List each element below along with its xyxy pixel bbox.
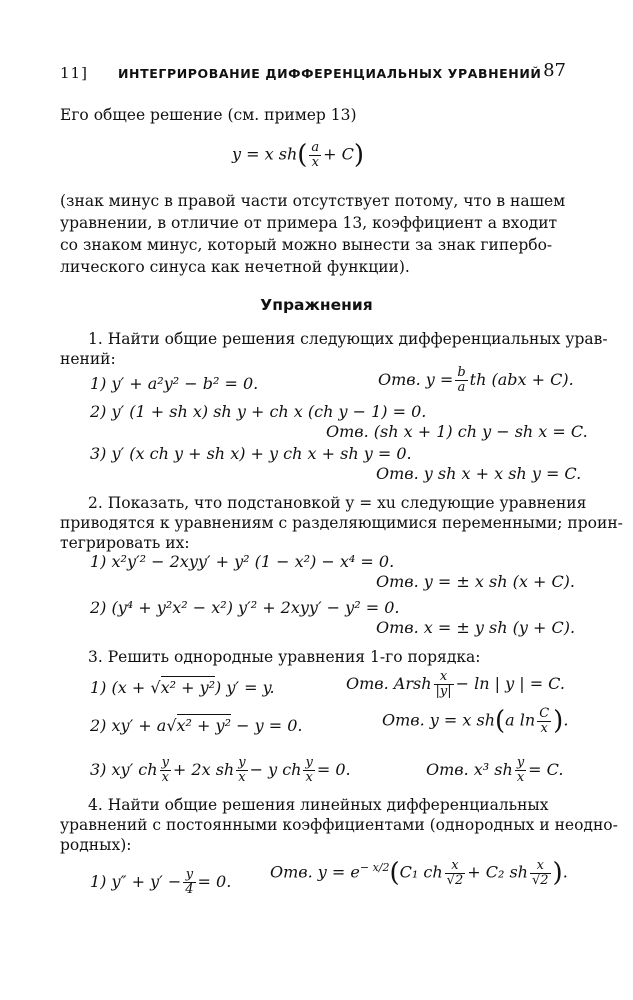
ex1-eq-1: 1) y′ + a²y² − b² = 0. xyxy=(90,374,259,393)
general-solution-formula: y = x sh( $\frac{a}{x}$ + C) xyxy=(232,139,365,170)
ex2-text-3: тегрировать их: xyxy=(60,534,190,552)
ex3-eq-3: 3) xy′ ch $\frac{y}{x}$ + 2x sh $\frac{y}{x}$ − y ch $\frac{y}{x}$ = 0. xyxy=(90,755,351,785)
note-line-3: со знаком минус, который можно вынести за знак гипербо- xyxy=(60,236,553,254)
ex3-ans-3: Отв. x³ sh $\frac{y}{x}$ = C. xyxy=(426,755,564,785)
ex1-eq-2: 2) y′ (1 + sh x) sh y + ch x (ch y − 1) = 0. xyxy=(90,402,427,421)
ex4-text-1: 4. Найти общие решения линейных дифференциальных xyxy=(88,796,549,814)
ex2-ans-1: Отв. y = ± x sh (x + C). xyxy=(376,572,576,591)
ex2-text-2: приводятся к уравнениям с разделяющимися переменными; проин- xyxy=(60,514,623,532)
ex4-text-3: родных): xyxy=(60,836,132,854)
page-number: 87 xyxy=(543,60,566,81)
ex1-ans-3: Отв. y sh x + x sh y = C. xyxy=(376,464,582,483)
ex1-eq-3: 3) y′ (x ch y + sh x) + y ch x + sh y = 0. xyxy=(90,444,412,463)
ex1-ans-1: Отв. y = $\frac{b}{a}$ th (abx + C). xyxy=(378,365,574,395)
note-line-4: лического синуса как нечетной функции). xyxy=(60,258,410,276)
ex1-ans-2: Отв. (sh x + 1) ch y − sh x = C. xyxy=(326,422,588,441)
ex4-eq-1: 1) y″ + y′ − $\frac{y}{4}$ = 0. xyxy=(90,867,232,897)
ex4-ans-1: Отв. $y = e^{- x/2}(C_1$ ch $\frac{x}{√2}$ + C₂ sh $\frac{x}{√2}$ ). xyxy=(270,857,568,888)
note-line-2: уравнении, в отличие от примера 13, коэффициент a входит xyxy=(60,214,558,232)
ex2-text-1: 2. Показать, что подстановкой y = xu следующие уравнения xyxy=(88,494,587,512)
ex2-eq-1: 1) x²y′² − 2xyy′ + y² (1 − x²) − x⁴ = 0. xyxy=(90,552,395,571)
ex3-ans-2: Отв. y = x sh(a ln $\frac{C}{x}$ ). xyxy=(382,705,569,736)
ex2-ans-2: Отв. x = ± y sh (y + C). xyxy=(376,618,576,637)
ex3-ans-1: Отв. Arsh $\frac{x}{|y|}$ − ln | y | = C. xyxy=(346,669,565,699)
note-line-1: (знак минус в правой части отсутствует потому, что в нашем xyxy=(60,192,566,210)
section-number: 11] xyxy=(60,64,88,82)
ex3-eq-2: 2) xy′ + a√x² + y² − y = 0. xyxy=(90,716,303,735)
page-header xyxy=(60,60,572,84)
exercises-title: Упражнения xyxy=(260,296,373,314)
ex1-text-1: 1. Найти общие решения следующих дифференциальных урав- xyxy=(88,330,608,348)
ex4-text-2: уравнений с постоянными коэффициентами (однородных и неодно- xyxy=(60,816,618,834)
ex3-eq-1: 1) (x + √x² + y²) y′ = y. xyxy=(90,678,275,697)
ex2-eq-2: 2) (y⁴ + y²x² − x²) y′² + 2xyy′ − y² = 0. xyxy=(90,598,400,617)
ex1-text-2: нений: xyxy=(60,350,116,368)
running-title: ИНТЕГРИРОВАНИЕ ДИФФЕРЕНЦИАЛЬНЫХ УРАВНЕНИЙ xyxy=(118,66,542,81)
intro-lead: Его общее решение (см. пример 13) xyxy=(60,106,357,124)
ex3-text-1: 3. Решить однородные уравнения 1-го порядка: xyxy=(88,648,481,666)
